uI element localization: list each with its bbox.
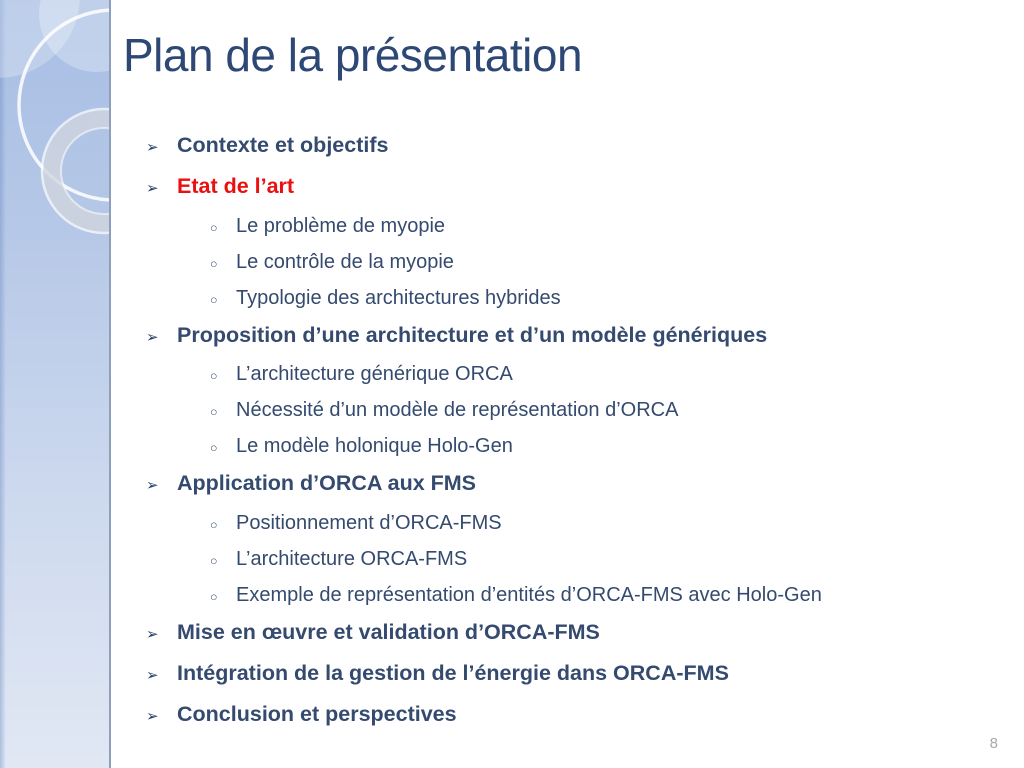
outline-item bbox=[146, 471, 1012, 497]
page-number: 8 bbox=[989, 735, 998, 752]
outline-item-label: Le contrôle de la myopie bbox=[236, 250, 454, 273]
outline-item-label: Positionnement d’ORCA-FMS bbox=[236, 512, 502, 535]
arrow-bullet-icon: ➢ bbox=[146, 139, 159, 156]
outline-item-label: Le problème de myopie bbox=[236, 214, 446, 237]
arrow-bullet-icon: ➢ bbox=[146, 666, 159, 684]
slide-title: Plan de la présentation bbox=[123, 29, 583, 81]
outline-item bbox=[210, 435, 1012, 458]
outline-item-label: L’architecture générique ORCA bbox=[236, 363, 513, 386]
outline-item bbox=[210, 215, 1012, 238]
circle-bullet-icon: ○ bbox=[210, 518, 218, 533]
outline-item-label: Conclusion et perspectives bbox=[177, 701, 457, 726]
circle-bullet-icon: ○ bbox=[210, 292, 218, 307]
circle-bullet-icon: ○ bbox=[210, 441, 218, 456]
outline-item-label: Etat de l’art bbox=[177, 173, 295, 198]
outline-item-label: Exemple de représentation d’entités d’ORCA-FMS avec Holo-Gen bbox=[236, 584, 822, 607]
arrow-bullet-icon: ➢ bbox=[146, 328, 159, 346]
outline-item-label: L’architecture ORCA-FMS bbox=[236, 548, 468, 571]
outline-item bbox=[210, 287, 1012, 310]
outline-item bbox=[146, 620, 1012, 646]
outline-item bbox=[146, 702, 1012, 728]
outline-item bbox=[146, 133, 1012, 159]
sidebar-circles-graphic bbox=[0, 0, 111, 768]
outline-item bbox=[146, 661, 1012, 687]
outline-item-label: Typologie des architectures hybrides bbox=[236, 286, 561, 309]
circle-bullet-icon: ○ bbox=[210, 369, 218, 384]
presentation-outline bbox=[146, 133, 1012, 743]
circle-bullet-icon: ○ bbox=[210, 554, 218, 569]
arrow-bullet-icon: ➢ bbox=[146, 707, 159, 725]
circle-bullet-icon: ○ bbox=[210, 405, 218, 420]
sidebar-decoration bbox=[0, 0, 111, 768]
outline-item-label: Intégration de la gestion de l’énergie dans ORCA-FMS bbox=[177, 660, 729, 685]
outline-item bbox=[210, 584, 1012, 607]
circle-bullet-icon: ○ bbox=[210, 590, 218, 605]
outline-item bbox=[210, 512, 1012, 535]
outline-item-label: Le modèle holonique Holo-Gen bbox=[236, 435, 513, 458]
arrow-bullet-icon: ➢ bbox=[146, 179, 159, 197]
outline-item bbox=[210, 548, 1012, 571]
arrow-bullet-icon: ➢ bbox=[146, 477, 159, 495]
outline-item-label: Application d’ORCA aux FMS bbox=[177, 471, 477, 496]
arrow-bullet-icon: ➢ bbox=[146, 626, 159, 644]
outline-item bbox=[210, 251, 1012, 274]
outline-item-label: Proposition d’une architecture et d’un modèle génériques bbox=[177, 322, 768, 347]
circle-bullet-icon: ○ bbox=[210, 220, 218, 235]
outline-item bbox=[210, 399, 1012, 422]
outline-item bbox=[146, 174, 1012, 200]
outline-item bbox=[146, 323, 1012, 349]
outline-item-label: Nécessité d’un modèle de représentation d’ORCA bbox=[236, 399, 679, 422]
outline-item-label: Mise en œuvre et validation d’ORCA-FMS bbox=[177, 620, 600, 645]
outline-item-label: Contexte et objectifs bbox=[177, 133, 389, 157]
outline-item bbox=[210, 363, 1012, 386]
circle-bullet-icon: ○ bbox=[210, 256, 218, 271]
